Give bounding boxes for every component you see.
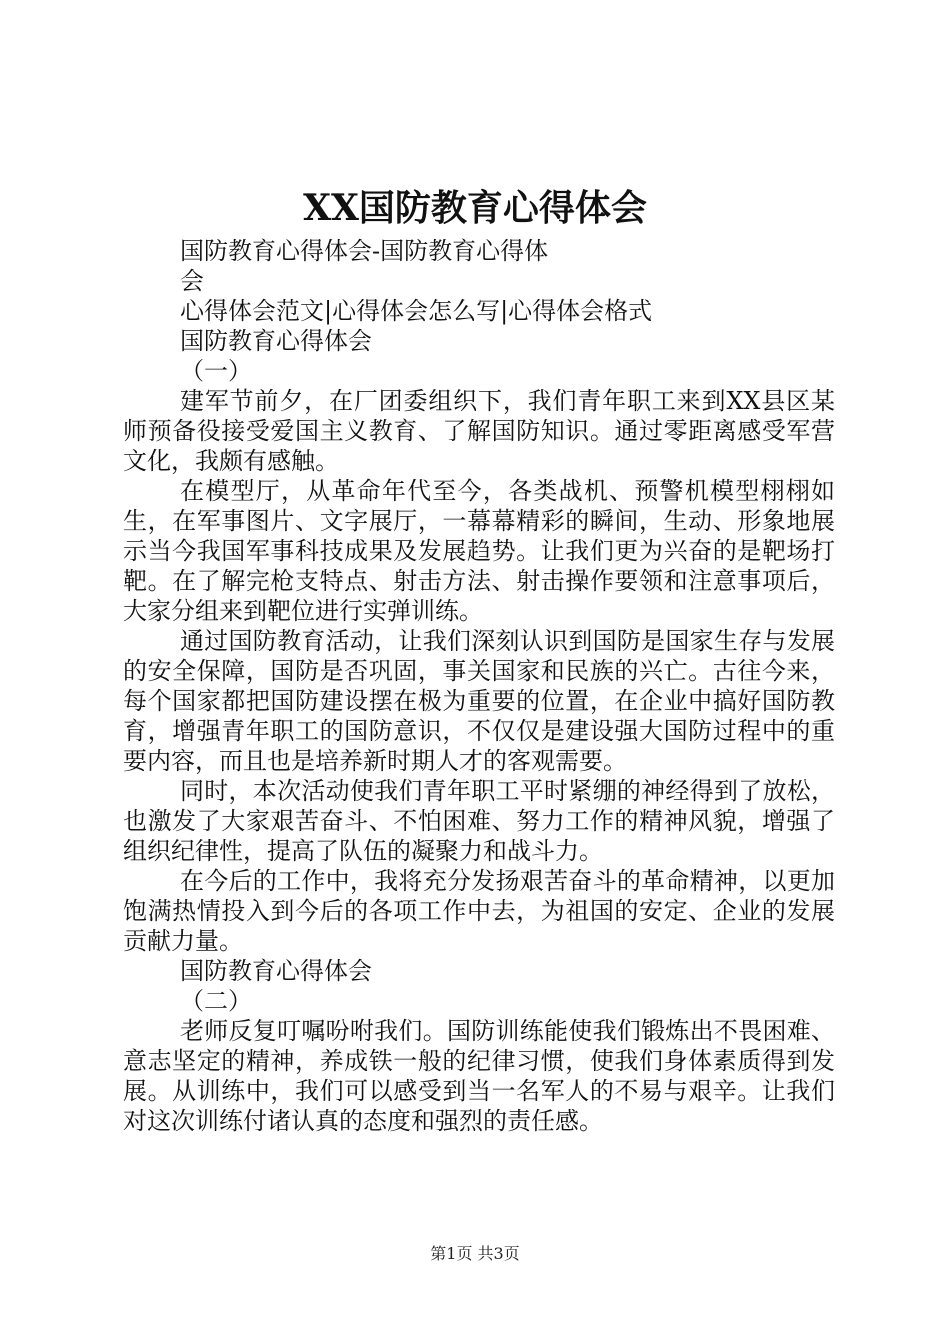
paragraph: 通过国防教育活动，让我们深刻认识到国防是国家生存与发展的安全保障，国防是否巩固，事关国家和民族的兴亡。古往今来，每个国家都把国防建设摆在极为重要的位置，在企业中搞好国防教育，增强青年职工的国防意识，不仅仅是建设强大国防过程中的重要内容，而且也是培养新时期人才的客观需要。 bbox=[123, 627, 835, 775]
document-title: XX国防教育心得体会 bbox=[303, 187, 647, 229]
paragraph: 在今后的工作中，我将充分发扬艰苦奋斗的革命精神，以更加饱满热情投入到今后的各项工作中去，为祖国的安定、企业的发展贡献力量。 bbox=[123, 867, 835, 955]
paragraph: 老师反复叮嘱吩咐我们。国防训练能使我们锻炼出不畏困难、意志坚定的精神，养成铁一般的纪律习惯，使我们身体素质得到发展。从训练中，我们可以感受到当一名军人的不易与艰辛。让我们对这次训练付诸认真的态度和强烈的责任感。 bbox=[123, 1017, 835, 1135]
section-heading: 国防教育心得体会 bbox=[180, 957, 372, 985]
page-number: 第1页 共3页 bbox=[430, 1244, 520, 1263]
paragraph: 同时，本次活动使我们青年职工平时紧绷的神经得到了放松，也激发了大家艰苦奋斗、不怕困难、努力工作的精神风貌，增强了组织纪律性，提高了队伍的凝聚力和战斗力。 bbox=[123, 777, 835, 865]
document-body bbox=[123, 236, 835, 1136]
header-line: 会 bbox=[180, 267, 204, 295]
section-number: （二） bbox=[180, 987, 252, 1015]
header-line: 国防教育心得体会 bbox=[180, 327, 372, 355]
header-line: 心得体会范文|心得体会怎么写|心得体会格式 bbox=[180, 297, 653, 325]
page-footer bbox=[0, 1243, 950, 1265]
paragraph: 在模型厅，从革命年代至今，各类战机、预警机模型栩栩如生，在军事图片、文字展厅，一幕幕精彩的瞬间，生动、形象地展示当今我国军事科技成果及发展趋势。让我们更为兴奋的是靶场打靶。在了解完枪支特点、射击方法、射击操作要领和注意事项后，大家分组来到靶位进行实弹训练。 bbox=[123, 477, 835, 625]
paragraph: 建军节前夕，在厂团委组织下，我们青年职工来到XX县区某师预备役接受爱国主义教育、了解国防知识。通过零距离感受军营文化，我颇有感触。 bbox=[123, 387, 835, 475]
header-line: 国防教育心得体会-国防教育心得体 bbox=[180, 237, 549, 265]
section-number: （一） bbox=[180, 357, 252, 385]
